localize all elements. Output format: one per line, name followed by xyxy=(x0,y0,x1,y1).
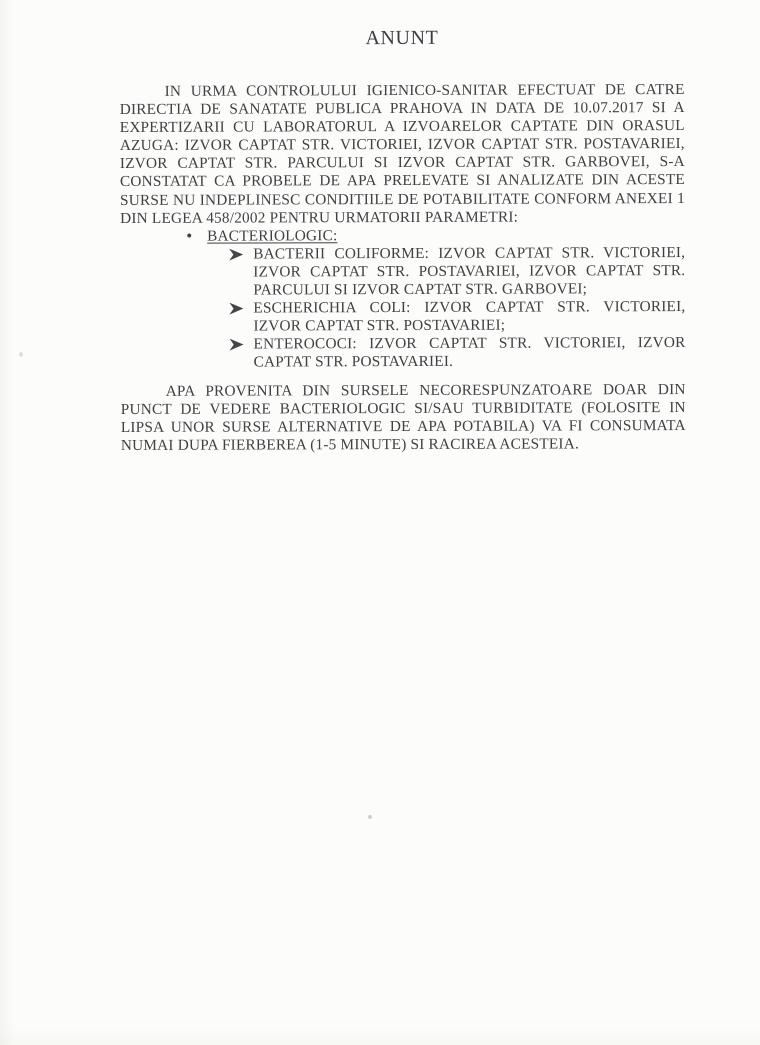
bullet-item-bacteriologic xyxy=(185,226,685,246)
document-content xyxy=(119,26,685,455)
advisory-paragraph: APA PROVENITA DIN SURSELE NECORESPUNZATOARE DOAR DIN PUNCT DE VEDERE BACTERIOLOGIC SI/SAU TURBIDITATE (FOLOSITE IN LIPSA UNOR SURSE ALTERNATIVE DE APA POTABILA) VA FI CONSUMATA NUMAI DUPA FIERBEREA (1-5 MINUTE) SI RACIREA ACESTEIA. xyxy=(120,380,686,454)
intro-paragraph: IN URMA CONTROLULUI IGIENICO-SANITAR EFECTUAT DE CATRE DIRECTIA DE SANATATE PUBLICA PRAHOVA IN DATA DE 10.07.2017 SI A EXPERTIZARII CU LABORATORUL A IZVOARELOR CAPTATE DIN ORASUL AZUGA: IZVOR CAPTAT STR. VICTORIEI, IZVOR CAPTAT STR. POSTAVARIEI, IZVOR CAPTAT STR. PARCULUI SI IZVOR CAPTAT STR. GARBOVEI, S-A CONSTATAT CA PROBELE DE APA PRELEVATE SI ANALIZATE DIN ACESTE SURSE NU INDEPLINESC CONDITIILE DE POTABILITATE CONFORM ANEXEI 1 DIN LEGEA 458/2002 PENTRU URMATORII PARAMETRI: xyxy=(119,81,686,227)
list-item-text: BACTERII COLIFORME: IZVOR CAPTAT STR. VICTORIEI, IZVOR CAPTAT STR. POSTAVARIEI, IZVOR CAPTAT STR. PARCULUI SI IZVOR CAPTAT STR. GARBOVEI; xyxy=(253,243,686,299)
list-item-bacterii-coliforme xyxy=(253,244,685,300)
parameters-list xyxy=(253,244,685,372)
list-item-enterococi xyxy=(253,334,685,372)
list-item-text: ENTEROCOCI: IZVOR CAPTAT STR. VICTORIEI, IZVOR CAPTAT STR. POSTAVARIEI. xyxy=(253,334,686,371)
scan-speck xyxy=(19,352,23,357)
list-item-text: ESCHERICHIA COLI: IZVOR CAPTAT STR. VICTORIEI, IZVOR CAPTAT STR. POSTAVARIEI; xyxy=(253,298,686,335)
bullet-dot-icon: • xyxy=(185,228,194,245)
arrow-bullet-icon xyxy=(229,248,243,260)
arrow-bullet-icon xyxy=(229,303,243,315)
page-title: ANUNT xyxy=(365,26,439,50)
list-item-escherichia-coli xyxy=(253,298,685,336)
scan-speck xyxy=(368,815,372,819)
arrow-bullet-icon xyxy=(229,339,243,351)
bullet-item-label: BACTERIOLOGIC: xyxy=(207,226,338,245)
